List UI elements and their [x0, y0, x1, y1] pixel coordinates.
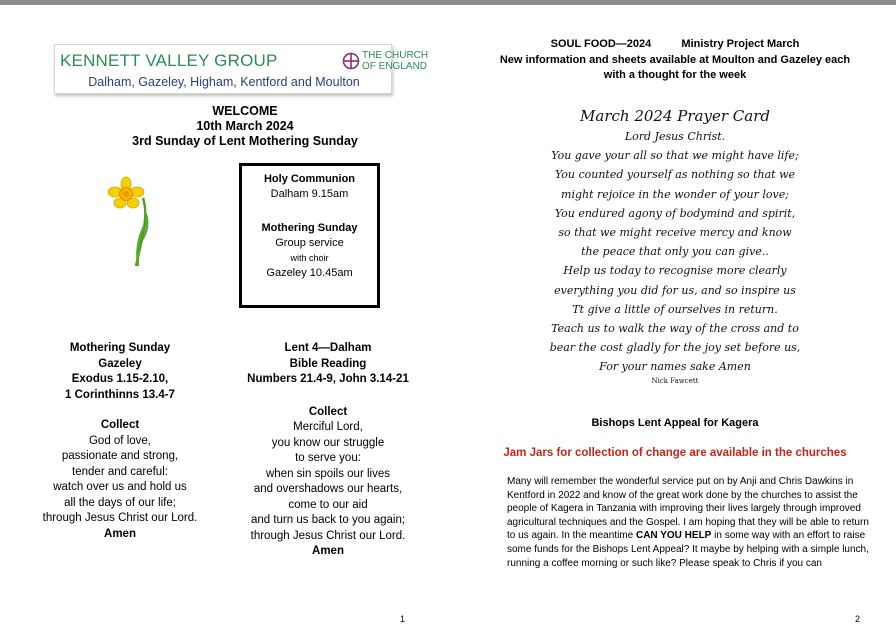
collect-line: when sin spoils our lives [265, 467, 390, 480]
can-you-help: CAN YOU HELP [635, 530, 712, 542]
soul-food-title: SOUL FOOD—2024 [550, 38, 652, 50]
mid-bible-reading-title: Bible Reading [289, 357, 367, 370]
appeal-title: Bishops Lent Appeal for Kagera [591, 417, 759, 429]
mid-collect-title: Collect [308, 405, 348, 418]
collect-line: you know our struggle [271, 436, 385, 449]
group-logo [54, 44, 429, 94]
prayer-author: Nick Fawcett [651, 376, 699, 385]
collect-line: through Jesus Christ our Lord. [42, 512, 198, 524]
lent-4-column [228, 341, 428, 560]
prayer-line: Lord Jesus Christ. [624, 130, 726, 143]
page-number-right: 2 [855, 614, 861, 624]
prayer-line: You endured agony of bodymind and spirit, [554, 206, 796, 220]
welcome-heading [90, 104, 400, 149]
daffodil-icon [106, 176, 162, 268]
appeal-text: Many will remember the wonderful service put on by Anji and Chris Dawkins in Kentford in 2022 and know of the great work done by the churches to assist the people of Kagera in Tanzania with improving their lives largely through improved agricultural techniques and the Gospel. I am hoping that they will be able to return to us again. In the meantime CAN YOU HELP in some way with an effort to raise some funds for the Bishops Lent Appeal? It maybe by helping with a simple lunch, running a coffee morning or such like? Please speak to Chris if you can [507, 476, 869, 569]
prayer-line: everything you did for us, and so inspire us [554, 283, 796, 297]
collect-line: come to our aid [288, 498, 368, 511]
left-reading-1: Exodus 1.15-2.10, [71, 373, 169, 385]
prayer-line: Teach us to walk the way of the cross and to [551, 322, 799, 336]
prayer-line: For your names sake Amen [599, 360, 751, 374]
collect-line: through Jesus Christ our Lord. [250, 529, 406, 542]
collect-line: and turn us back to you again; [250, 514, 406, 526]
logo-church-of-england: THE CHURCH OF ENGLAND [362, 50, 429, 72]
prayer-line: You gave your all so that we might have life; [551, 149, 799, 163]
mid-amen: Amen [312, 545, 344, 557]
prayer-card-title: March 2024 Prayer Card [580, 107, 770, 125]
prayer-line: Help us today to recognise more clearly [563, 264, 787, 278]
left-location: Gazeley [98, 357, 142, 370]
mid-heading: Lent 4—Dalham [284, 342, 372, 354]
welcome-occasion: 3rd Sunday of Lent Mothering Sunday [132, 134, 358, 148]
welcome-date: 10th March 2024 [196, 119, 294, 133]
collect-line: passionate and strong, [61, 450, 179, 462]
mid-reading: Numbers 21.4-9, John 3.14-21 [247, 373, 409, 385]
left-reading-2: 1 Corinthinns 13.4-7 [65, 388, 175, 401]
soul-food-info: New information and sheets available at Moulton and Gazeley each [499, 53, 851, 66]
collect-line: Merciful Lord, [293, 421, 363, 433]
service-times-box [239, 163, 380, 308]
collect-line: watch over us and hold us [53, 481, 187, 493]
page-number-left: 1 [400, 614, 406, 624]
left-amen: Amen [104, 527, 136, 540]
prayer-card [520, 106, 830, 386]
ministry-project: Ministry Project March [681, 38, 800, 50]
logo-places: Dalham, Gazeley, Higham, Kentford and Moulton [88, 75, 360, 89]
left-heading: Mothering Sunday [69, 342, 171, 354]
top-border [0, 0, 896, 5]
collect-line: all the days of our life; [64, 496, 176, 509]
mothering-sunday-column [25, 341, 215, 542]
logo-group-name: KENNETT VALLEY GROUP [60, 51, 278, 70]
collect-line: to serve you: [295, 452, 361, 464]
prayer-line: You counted yourself as nothing so that we [554, 168, 796, 182]
collect-line: and overshadows our hearts, [253, 483, 403, 495]
mothering-sunday-time: Gazeley 10.45am [266, 267, 353, 279]
left-collect-title: Collect [100, 419, 140, 431]
prayer-line: might rejoice in the wonder of your love; [561, 187, 789, 201]
soul-food-notice [470, 37, 880, 84]
collect-line: God of love, [88, 434, 151, 447]
mothering-sunday-type: Group service [275, 237, 344, 249]
mothering-sunday-title: Mothering Sunday [261, 222, 358, 234]
prayer-line: bear the cost gladly for the joy set before us, [549, 341, 801, 355]
collect-line: tender and careful: [72, 465, 168, 478]
church-cross-icon [342, 52, 360, 70]
holy-communion-time: Dalham 9.15am [270, 188, 349, 200]
soul-food-info-2: with a thought for the week [603, 69, 747, 81]
holy-communion-title: Holy Communion [263, 173, 356, 185]
mothering-sunday-choir: with choir [290, 253, 329, 263]
jam-jars-notice: Jam Jars for collection of change are available in the churches [503, 447, 847, 459]
prayer-line: the peace that only you can give.. [581, 245, 769, 259]
prayer-line: Tt give a little of ourselves in return. [572, 302, 778, 316]
welcome-title: WELCOME [212, 104, 278, 118]
prayer-line: so that we might receive mercy and know [558, 226, 792, 240]
